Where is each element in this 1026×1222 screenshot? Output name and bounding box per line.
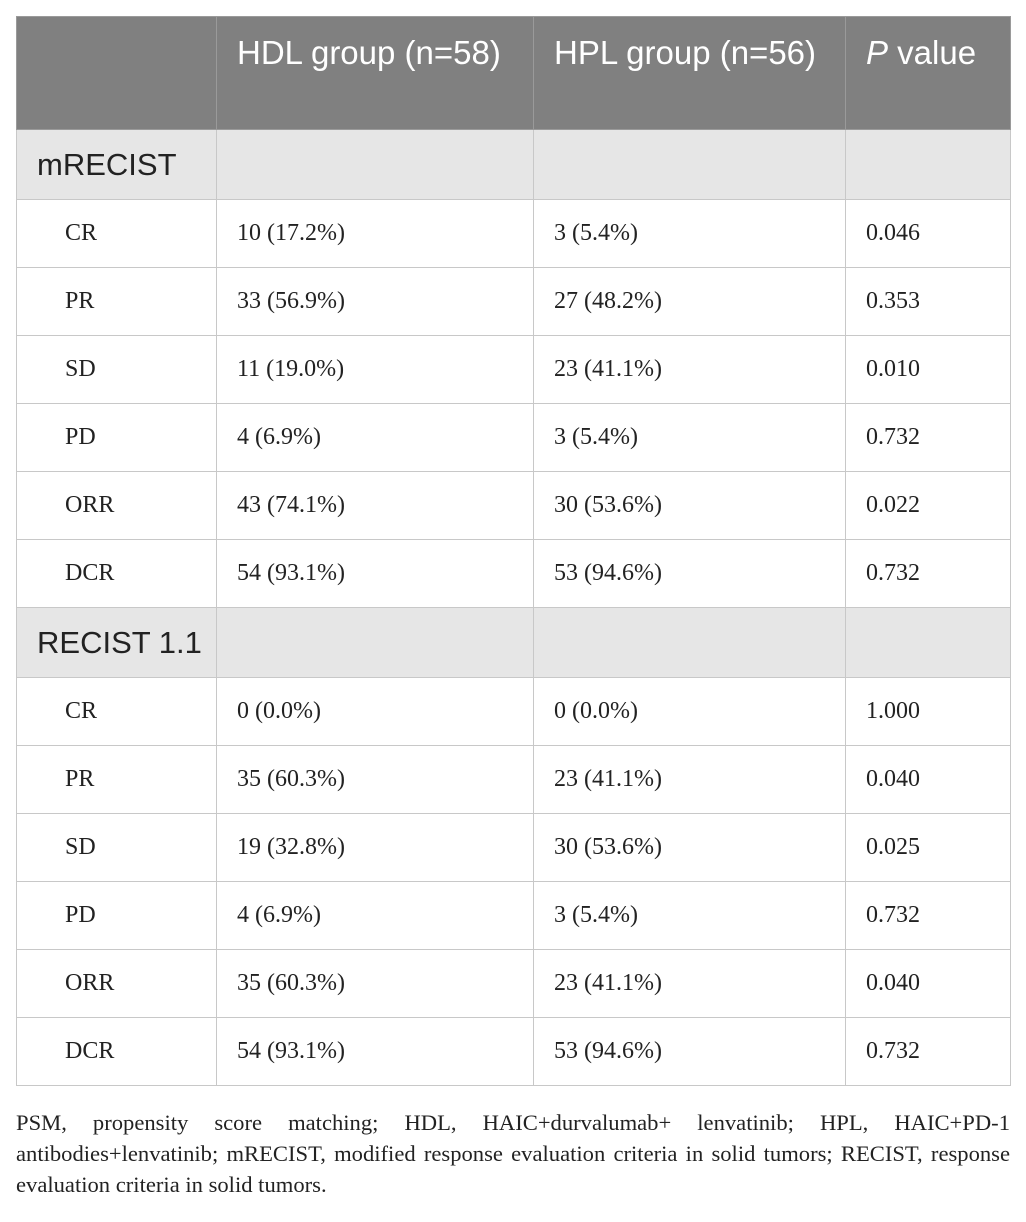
hpl-value-cell: 23 (41.1%) (534, 746, 846, 814)
section-empty-cell (534, 130, 846, 200)
table-row (17, 336, 1011, 404)
hpl-value-cell: 27 (48.2%) (534, 268, 846, 336)
hdl-value-cell: 35 (60.3%) (217, 746, 534, 814)
row-label-cell: PR (17, 746, 217, 814)
table-row (17, 814, 1011, 882)
hpl-value-cell: 30 (53.6%) (534, 472, 846, 540)
table-body (17, 130, 1011, 1086)
row-label-cell: SD (17, 336, 217, 404)
p-value-cell: 0.040 (846, 950, 1011, 1018)
table-row (17, 882, 1011, 950)
hdl-value-cell: 54 (93.1%) (217, 540, 534, 608)
p-value-cell: 0.732 (846, 882, 1011, 950)
hpl-value-cell: 23 (41.1%) (534, 336, 846, 404)
table-row (17, 678, 1011, 746)
p-value-cell: 0.040 (846, 746, 1011, 814)
tumor-response-table (16, 16, 1011, 1086)
row-label-cell: ORR (17, 472, 217, 540)
table-row (17, 268, 1011, 336)
row-label-cell: CR (17, 200, 217, 268)
hpl-value-cell: 53 (94.6%) (534, 1018, 846, 1086)
hdl-value-cell: 54 (93.1%) (217, 1018, 534, 1086)
section-label: mRECIST (17, 130, 217, 200)
p-value-cell: 0.025 (846, 814, 1011, 882)
hdl-value-cell: 19 (32.8%) (217, 814, 534, 882)
table-row (17, 200, 1011, 268)
hdl-value-cell: 11 (19.0%) (217, 336, 534, 404)
hdl-value-cell: 33 (56.9%) (217, 268, 534, 336)
table-header-row (17, 17, 1011, 130)
section-label: RECIST 1.1 (17, 608, 217, 678)
section-empty-cell (217, 130, 534, 200)
header-hdl-group: HDL group (n=58) (217, 17, 534, 130)
table-row (17, 746, 1011, 814)
results-table-container (16, 16, 1010, 1086)
hpl-value-cell: 3 (5.4%) (534, 404, 846, 472)
row-label-cell: CR (17, 678, 217, 746)
header-p-suffix: value (888, 34, 977, 71)
p-value-cell: 0.732 (846, 1018, 1011, 1086)
table-footnote: PSM, propensity score matching; HDL, HAIC+durvalumab+ lenvatinib; HPL, HAIC+PD-1 antibodies+lenvatinib; mRECIST, modified response evaluation criteria in solid tumors; RECIST, response evaluation criteria in solid tumors. (16, 1110, 1010, 1197)
p-value-cell: 0.732 (846, 404, 1011, 472)
table-row (17, 540, 1011, 608)
section-row (17, 608, 1011, 678)
hpl-value-cell: 53 (94.6%) (534, 540, 846, 608)
table-row (17, 950, 1011, 1018)
table-row (17, 472, 1011, 540)
row-label-cell: ORR (17, 950, 217, 1018)
hdl-value-cell: 4 (6.9%) (217, 404, 534, 472)
hpl-value-cell: 3 (5.4%) (534, 200, 846, 268)
p-value-cell: 0.010 (846, 336, 1011, 404)
header-hpl-group: HPL group (n=56) (534, 17, 846, 130)
p-value-cell: 0.353 (846, 268, 1011, 336)
hpl-value-cell: 23 (41.1%) (534, 950, 846, 1018)
header-p-letter: P (866, 34, 889, 71)
p-value-cell: 0.022 (846, 472, 1011, 540)
section-empty-cell (846, 608, 1011, 678)
row-label-cell: PR (17, 268, 217, 336)
hpl-value-cell: 3 (5.4%) (534, 882, 846, 950)
row-label-cell: PD (17, 404, 217, 472)
row-label-cell: DCR (17, 540, 217, 608)
hdl-value-cell: 10 (17.2%) (217, 200, 534, 268)
p-value-cell: 1.000 (846, 678, 1011, 746)
header-blank-cell (17, 17, 217, 130)
hpl-value-cell: 30 (53.6%) (534, 814, 846, 882)
header-p-value (846, 17, 1011, 130)
table-row (17, 404, 1011, 472)
row-label-cell: SD (17, 814, 217, 882)
section-empty-cell (534, 608, 846, 678)
p-value-cell: 0.732 (846, 540, 1011, 608)
section-row (17, 130, 1011, 200)
row-label-cell: PD (17, 882, 217, 950)
p-value-cell: 0.046 (846, 200, 1011, 268)
row-label-cell: DCR (17, 1018, 217, 1086)
hdl-value-cell: 43 (74.1%) (217, 472, 534, 540)
hdl-value-cell: 4 (6.9%) (217, 882, 534, 950)
hdl-value-cell: 35 (60.3%) (217, 950, 534, 1018)
table-row (17, 1018, 1011, 1086)
hdl-value-cell: 0 (0.0%) (217, 678, 534, 746)
section-empty-cell (846, 130, 1011, 200)
hpl-value-cell: 0 (0.0%) (534, 678, 846, 746)
section-empty-cell (217, 608, 534, 678)
